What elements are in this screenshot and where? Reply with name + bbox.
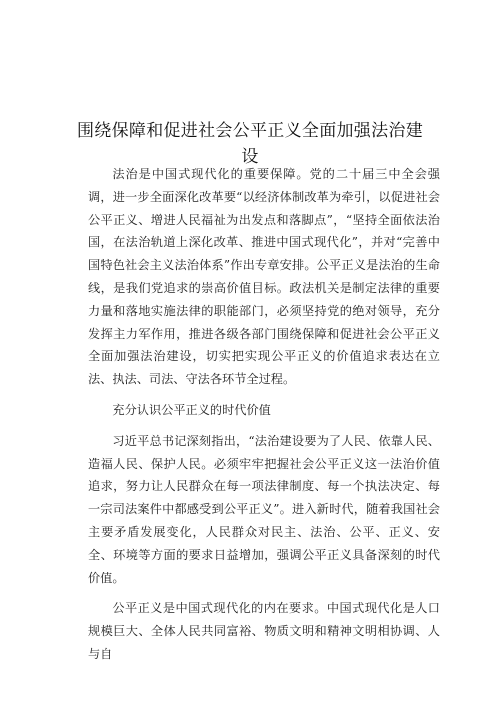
document-body	[88, 163, 440, 674]
section-heading: 充分认识公平正义的时代价值	[112, 402, 271, 417]
section-paragraph: 习近平总书记深刻指出，“法治建设要为了人民、依靠人民、造福人民、保护人民。必须牢牢把握社会公平正义这一法治价值追求，努力让人民群众在每一项法律制度、每一个执法决定、每一宗司法案件中都感受到公平正义”。进入新时代，随着我国社会主要矛盾发展变化，人民群众对民主、法治、公平、正义、安全、环境等方面的要求日益增加，强调公平正义具备深刻的时代价值。	[88, 433, 440, 585]
intro-paragraph: 法治是中国式现代化的重要保障。党的二十届三中全会强调，进一步全面深化改革要“以经济体制改革为牵引，以促进社会公平正义、增进人民福祉为出发点和落脚点”，“坚持全面依法治国，在法治轨道上深化改革、推进中国式现代化”，并对“完善中国特色社会主义法治体系”作出专章安排。公平正义是法治的生命线，是我们党追求的崇高价值目标。政法机关是制定法律的重要力量和落地实施法律的职能部门，必须坚持党的绝对领导，充分发挥主力军作用，推进各级各部门围绕保障和促进社会公平正义全面加强法治建设，切实把实现公平正义的价值追求表达在立法、执法、司法、守法各环节全过程。	[88, 167, 440, 387]
section-paragraph: 公平正义是中国式现代化的内在要求。中国式现代化是人口规模巨大、全体人民共同富裕、物质文明和精神文明相协调、人与自	[88, 601, 440, 661]
document-title: 围绕保障和促进社会公平正义全面加强法治建设	[77, 121, 423, 167]
